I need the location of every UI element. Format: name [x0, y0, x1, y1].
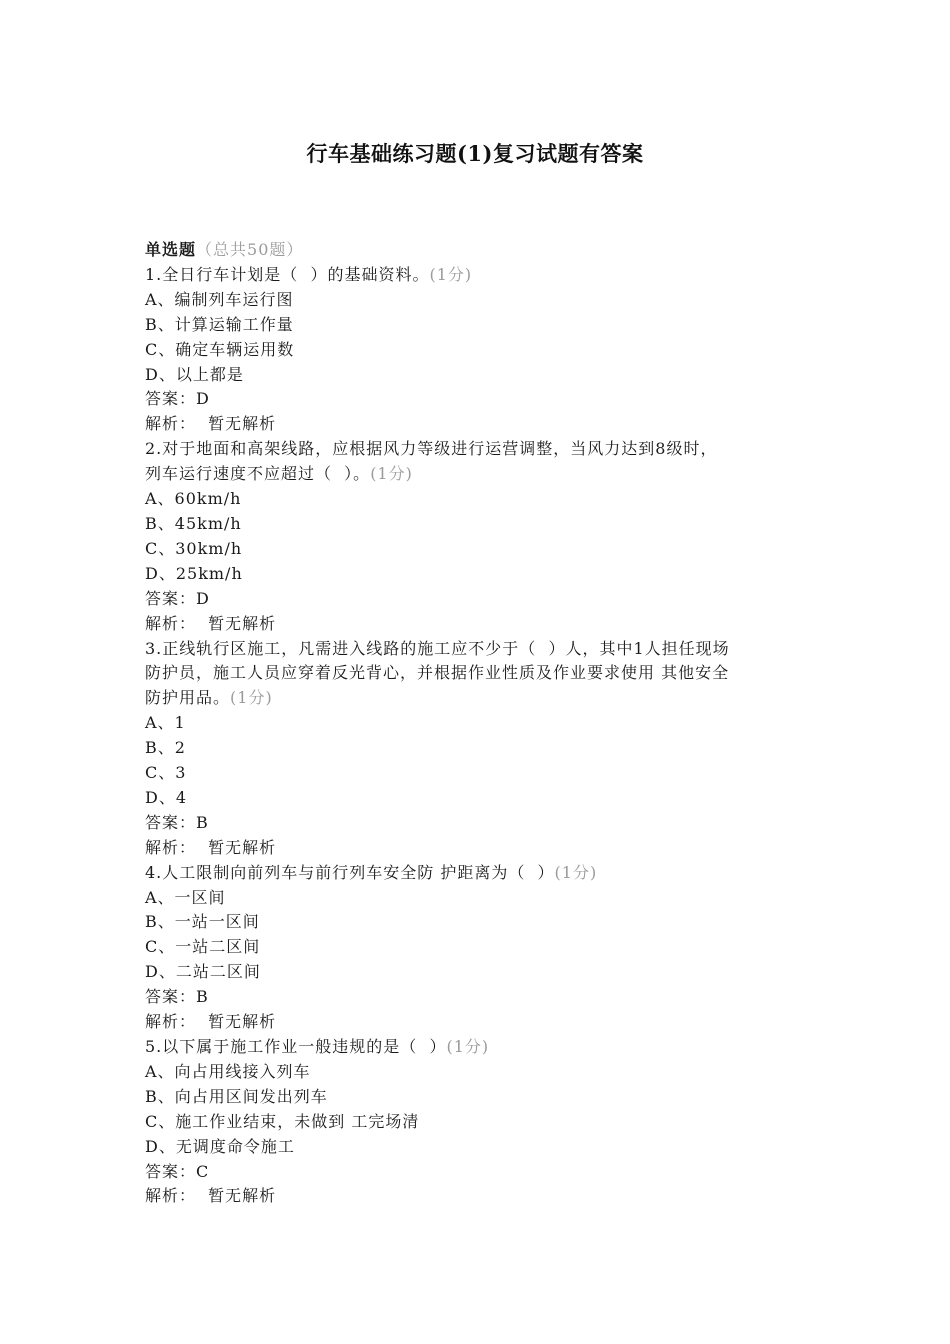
option-d: D、以上都是 — [145, 364, 244, 384]
option-c: C、施工作业结束，未做到 工完场清 — [145, 1111, 420, 1131]
question-3 — [145, 637, 815, 861]
stem-line: 防护用品。 — [145, 688, 231, 708]
question-stem — [145, 1035, 815, 1060]
section-count-note: （总共50题） — [196, 240, 304, 259]
option-d: D、无调度命令施工 — [145, 1136, 295, 1156]
question-stem: 2.对于地面和高架线路，应根据风力等级进行运营调整，当风力达到8级时， — [145, 439, 718, 459]
option-d: D、4 — [145, 787, 188, 807]
option-c: C、一站二区间 — [145, 937, 261, 957]
answer: 答案：B — [145, 812, 209, 832]
analysis: 解析： 暂无解析 — [145, 1012, 277, 1032]
option-a: A、编制列车运行图 — [145, 289, 294, 309]
option-b: B、计算运输工作量 — [145, 314, 294, 334]
question-stem-continued — [145, 686, 815, 711]
stem-line: 1.全日行车计划是（ ）的基础资料。 — [145, 264, 430, 284]
option-a: A、向占用线接入列车 — [145, 1061, 311, 1081]
question-stem-continued — [145, 462, 815, 487]
option-c: C、3 — [145, 763, 187, 783]
option-d: D、25km/h — [145, 563, 243, 583]
analysis: 解析： 暂无解析 — [145, 837, 277, 857]
question-score: (1分) — [554, 862, 598, 882]
option-d: D、二站二区间 — [145, 962, 261, 982]
question-score: (1分) — [370, 464, 413, 484]
question-stem — [145, 861, 815, 886]
option-a: A、1 — [145, 713, 186, 733]
question-4 — [145, 861, 815, 1035]
question-score: (1分) — [230, 688, 273, 708]
question-stem: 3.正线轨行区施工，凡需进入线路的施工应不少于（ ）人，其中1人担任现场 — [145, 638, 730, 658]
answer: 答案：B — [145, 987, 209, 1007]
section-heading — [145, 238, 815, 263]
analysis: 解析： 暂无解析 — [145, 613, 277, 633]
answer: 答案：D — [145, 588, 210, 608]
stem-line: 4.人工限制向前列车与前行列车安全防 护距离为（ ） — [145, 862, 555, 882]
document-title: 行车基础练习题(1)复习试题有答案 — [306, 141, 644, 166]
option-b: B、45km/h — [145, 513, 242, 533]
question-stem-continued: 防护员，施工人员应穿着反光背心，并根据作业性质及作业要求使用 其他安全 — [145, 663, 730, 683]
option-b: B、向占用区间发出列车 — [145, 1086, 328, 1106]
question-1 — [145, 263, 815, 437]
question-2 — [145, 437, 815, 636]
option-c: C、30km/h — [145, 538, 243, 558]
answer: 答案：D — [145, 389, 210, 409]
analysis: 解析： 暂无解析 — [145, 414, 277, 434]
question-5 — [145, 1035, 815, 1209]
question-stem — [145, 263, 815, 288]
stem-line: 列车运行速度不应超过（ ）。 — [145, 464, 371, 484]
option-a: A、60km/h — [145, 489, 242, 509]
section-label: 单选题 — [145, 240, 197, 259]
analysis: 解析： 暂无解析 — [145, 1186, 277, 1206]
question-list — [145, 238, 815, 1209]
option-a: A、一区间 — [145, 887, 226, 907]
question-score: (1分) — [446, 1037, 490, 1056]
option-b: B、2 — [145, 738, 186, 758]
option-b: B、一站一区间 — [145, 912, 260, 932]
stem-line: 5.以下属于施工作业一般违规的是（ ） — [145, 1037, 447, 1056]
option-c: C、确定车辆运用数 — [145, 339, 295, 359]
question-score: (1分) — [429, 264, 473, 284]
answer: 答案：C — [145, 1161, 210, 1181]
